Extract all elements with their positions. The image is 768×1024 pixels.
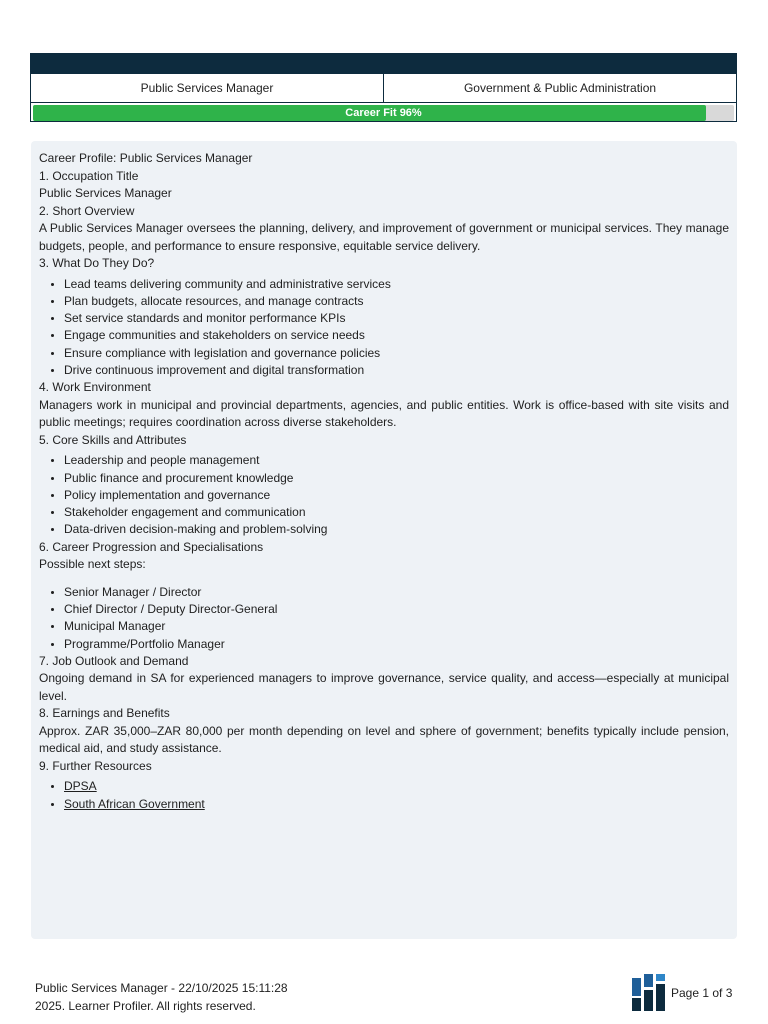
section-heading-progression: 6. Career Progression and Specialisations — [39, 539, 264, 554]
header-bar — [31, 54, 736, 74]
page-number: Page 1 of 3 — [671, 986, 733, 1000]
section-heading-work-environment: 4. Work Environment — [39, 380, 151, 395]
footer-text — [35, 979, 288, 1015]
career-fit-bar — [33, 105, 734, 121]
section-heading-duties: 3. What Do They Do? — [39, 256, 155, 270]
list-item: • Programme/Portfolio Manager — [64, 636, 729, 653]
section-heading-outlook: 7. Job Outlook and Demand — [39, 653, 189, 668]
header-cells — [31, 74, 736, 103]
learner-profiler-logo-icon — [632, 974, 666, 1011]
list-item: • Municipal Manager — [64, 618, 729, 635]
duties-list — [39, 276, 729, 380]
list-item: • Data-driven decision-making and problem-solving — [64, 521, 729, 538]
occupation-cell: Public Services Manager — [140, 81, 274, 95]
section-heading-resources: 9. Further Resources — [39, 758, 152, 773]
list-item: • Public finance and procurement knowledge — [64, 470, 729, 487]
list-item: • Policy implementation and governance — [64, 487, 729, 504]
resources-list — [39, 778, 729, 813]
occupation-title-text: Public Services Manager — [39, 186, 172, 200]
dpsa-link[interactable]: DPSA — [64, 779, 97, 794]
overview-text: A Public Services Manager oversees the planning, delivery, and improvement of government or municipal services. They manage budgets, people, and performance to ensure responsive, equitable service delivery. — [39, 221, 729, 253]
section-heading-occupation-title: 1. Occupation Title — [39, 168, 139, 183]
profile-title: Career Profile: Public Services Manager — [39, 151, 253, 165]
section-heading-earnings: 8. Earnings and Benefits — [39, 706, 170, 721]
list-item: • Set service standards and monitor performance KPIs — [64, 310, 729, 327]
progression-text: Possible next steps: — [39, 557, 146, 572]
list-item: • Ensure compliance with legislation and governance policies — [64, 345, 729, 362]
career-profile — [31, 141, 737, 939]
section-heading-overview: 2. Short Overview — [39, 203, 135, 218]
career-fit-label: Career Fit 96% — [345, 107, 422, 119]
section-heading-skills: 5. Core Skills and Attributes — [39, 432, 187, 447]
list-item: • Leadership and people management — [64, 452, 729, 469]
sector-cell: Government & Public Administration — [383, 74, 736, 102]
sa-government-link[interactable]: South African Government — [64, 796, 205, 811]
list-item — [64, 778, 729, 795]
list-item: • Plan budgets, allocate resources, and manage contracts — [64, 293, 729, 310]
progression-list — [39, 584, 729, 653]
list-item: • Lead teams delivering community and administrative services — [64, 276, 729, 293]
footer-timestamp: Public Services Manager - 22/10/2025 15:11:28 — [35, 981, 288, 995]
outlook-text: Ongoing demand in SA for experienced managers to improve governance, service quality, and access—especially at municipal level. — [39, 671, 729, 703]
footer-copyright: 2025. Learner Profiler. All rights reserved. — [35, 999, 256, 1013]
list-item: • Chief Director / Deputy Director-General — [64, 601, 729, 618]
work-environment-text: Managers work in municipal and provincial departments, agencies, and public entities. Work is office-based with site visits and public meetings; requires coordination across diverse stakeholders. — [39, 397, 729, 430]
list-item: • Engage communities and stakeholders on service needs — [64, 327, 729, 344]
list-item — [64, 796, 729, 813]
earnings-text: Approx. ZAR 35,000–ZAR 80,000 per month depending on level and sphere of government; benefits typically include pension, medical aid, and study assistance. — [39, 723, 729, 756]
skills-list — [39, 452, 729, 538]
career-header-table — [30, 53, 737, 122]
list-item: • Stakeholder engagement and communication — [64, 504, 729, 521]
list-item: • Drive continuous improvement and digital transformation — [64, 362, 729, 379]
list-item: • Senior Manager / Director — [64, 584, 729, 601]
